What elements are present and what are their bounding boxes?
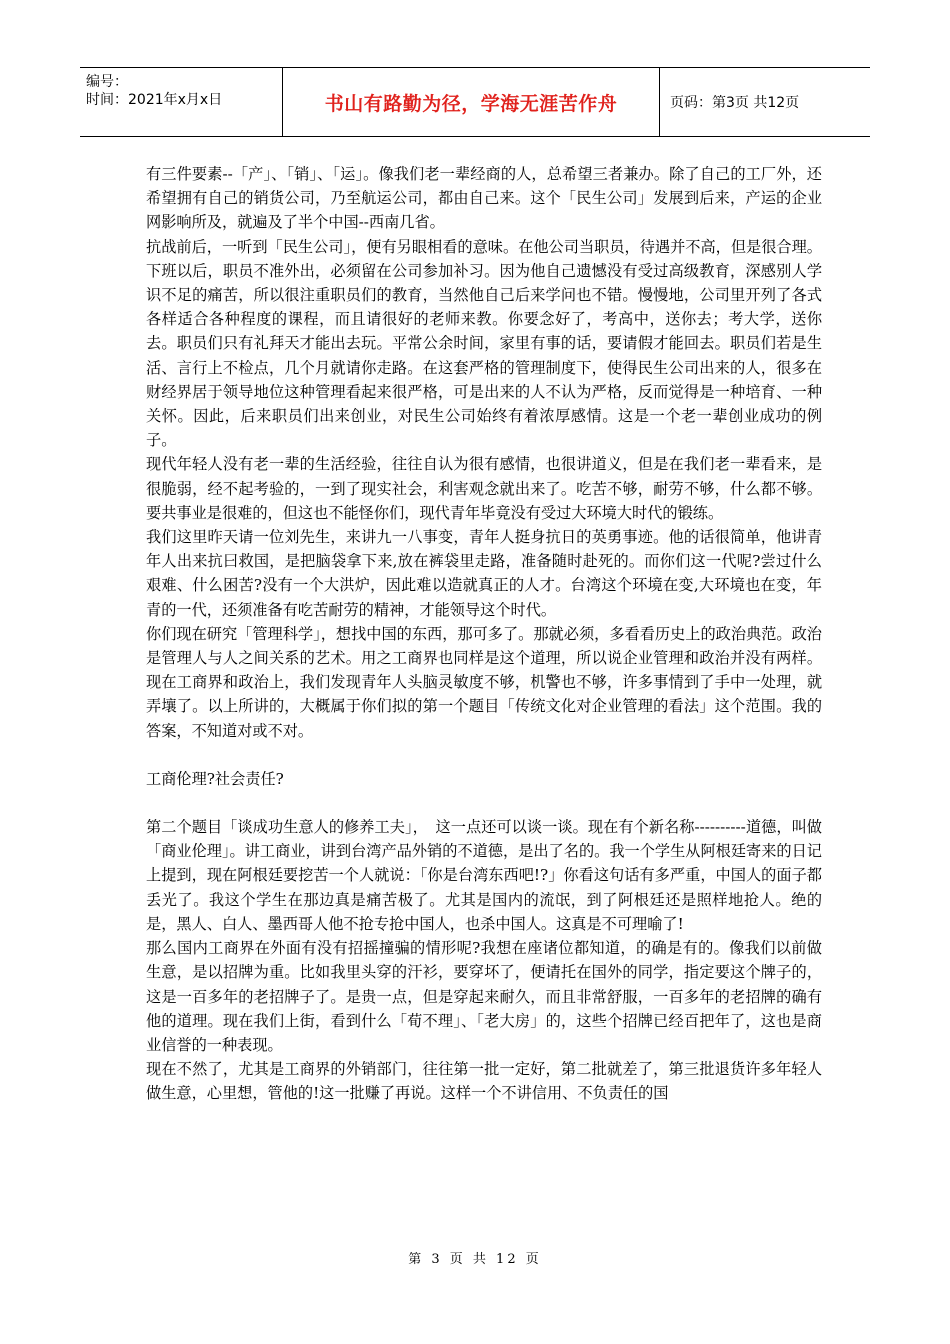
body-paragraph: 现在不然了，尤其是工商界的外销部门，往往第一批一定好，第二批就差了，第三批退货许多年轻人做生意，心里想，管他的!这一批赚了再说。这样一个不讲信用、不负责任的国 (146, 1060, 822, 1103)
body-paragraph: 抗战前后，一听到「民生公司」，便有另眼相看的意味。在他公司当职员，待遇并不高，但是很合理。下班以后，职员不准外出，必须留在公司参加补习。因为他自己遗憾没有受过高级教育，深感别人学识不足的痛苦，所以很注重职员们的教育，当然他自己后来学问也不错。慢慢地，公司里开列了各式各样适合各种程度的课程，而且请很好的老师来教。你要念好了，考高中，送你去；考大学，送你去。职员们只有礼拜天才能出去玩。平常公余时间，家里有事的话，要请假才能回去。职员们若是生活、言行上不检点，几个月就请你走路。在这套严格的管理制度下，使得民生公司出来的人，很多在财经界居于领导地位这种管理看起来很严格，可是出来的人不认为严格，反而觉得是一种培育、一种关怀。因此，后来职员们出来创业，对民生公司始终有着浓厚感情。这是一个老一辈创业成功的例子。 (146, 237, 822, 450)
page-header (80, 67, 870, 137)
page-footer: 第 3 页 共 12 页 (408, 1252, 542, 1267)
body-paragraph: 你们现在研究「管理科学」，想找中国的东西，那可多了。那就必须，多看看历史上的政治典范。政治是管理人与人之间关系的艺术。用之工商界也同样是这个道理，所以说企业管理和政治并没有两样。现在工商界和政治上，我们发现青年人头脑灵敏度不够，机警也不够，许多事情到了手中一处理，就弄壤了。以上所讲的，大概属于你们拟的第一个题目「传统文化对企业管理的看法」这个范围。我的答案，不知道对或不对。 (146, 624, 822, 740)
header-page-info: 页码：第3页 共12页 (670, 95, 800, 111)
body-paragraph: 有三件要素--「产」、「销」、「运」。像我们老一辈经商的人，总希望三者兼办。除了自己的工厂外，还希望拥有自己的销货公司，乃至航运公司，都由自己来。这个「民生公司」发展到后来，产运的企业网影响所及，就遍及了半个中国--西南几省。 (146, 165, 822, 232)
header-motto: 书山有路勤为径，学海无涯苦作舟 (283, 68, 660, 136)
section-heading: 工商伦理?社会责任? (146, 769, 284, 788)
header-meta (80, 68, 283, 136)
body-paragraph: 那么国内工商界在外面有没有招摇撞骗的情形呢?我想在座诸位都知道，的确是有的。像我们以前做生意，是以招牌为重。比如我里头穿的汗衫，要穿坏了，便请托在国外的同学，指定要这个牌子的，这是一百多年的老招牌子了。是贵一点，但是穿起来耐久，而且非常舒服，一百多年的老招牌的确有他的道理。现在我们上街，看到什么「荀不理」、「老大房」的，这些个招牌已经百把年了，这也是商业信誉的一种表现。 (146, 939, 822, 1054)
body-paragraph: 我们这里昨天请一位刘先生，来讲九一八事变，青年人挺身抗日的英勇事迹。他的话很简单，他讲青年人出来抗曰救国，是把脑袋拿下来,放在裤袋里走路，准备随时赴死的。而你们这一代呢?尝过什么艰难、什么困苦?没有一个大洪炉，因此难以造就真正的人才。台湾这个环境在变,大环境也在变，年青的一代，还须准备有吃苦耐劳的精神，才能领导这个时代。 (146, 528, 822, 619)
body-paragraph: 现代年轻人没有老一辈的生活经验，往往自认为很有感情，也很讲道义，但是在我们老一辈看来，是很脆弱，经不起考验的，一到了现实社会，利害观念就出来了。吃苦不够，耐劳不够，什么都不够。要共事业是很难的，但这也不能怪你们，现代青年毕竟没有受过大环境大时代的锻练。 (146, 455, 822, 522)
document-date: 时间：2021年x月x日 (86, 92, 223, 108)
document-body (146, 162, 822, 1106)
document-number-label: 编号： (86, 74, 128, 90)
body-paragraph: 第二个题目「谈成功生意人的修养工夫」， 这一点还可以谈一谈。现在有个新名称----------道德，叫做「商业伦理」。讲工商业，讲到台湾产品外销的不道德，是出了名的。我一个学生从阿根廷寄来的日记上提到，现在阿根廷要挖苦一个人就说：「你是台湾东西吧!?」你看这句话有多严重，中国人的面子都丢光了。我这个学生在那边真是痛苦极了。尤其是国内的流氓，到了阿根廷还是照样地抢人。绝的是，黑人、白人、墨西哥人他不抢专抢中国人，也杀中国人。这真是不可理喻了! (146, 818, 822, 933)
